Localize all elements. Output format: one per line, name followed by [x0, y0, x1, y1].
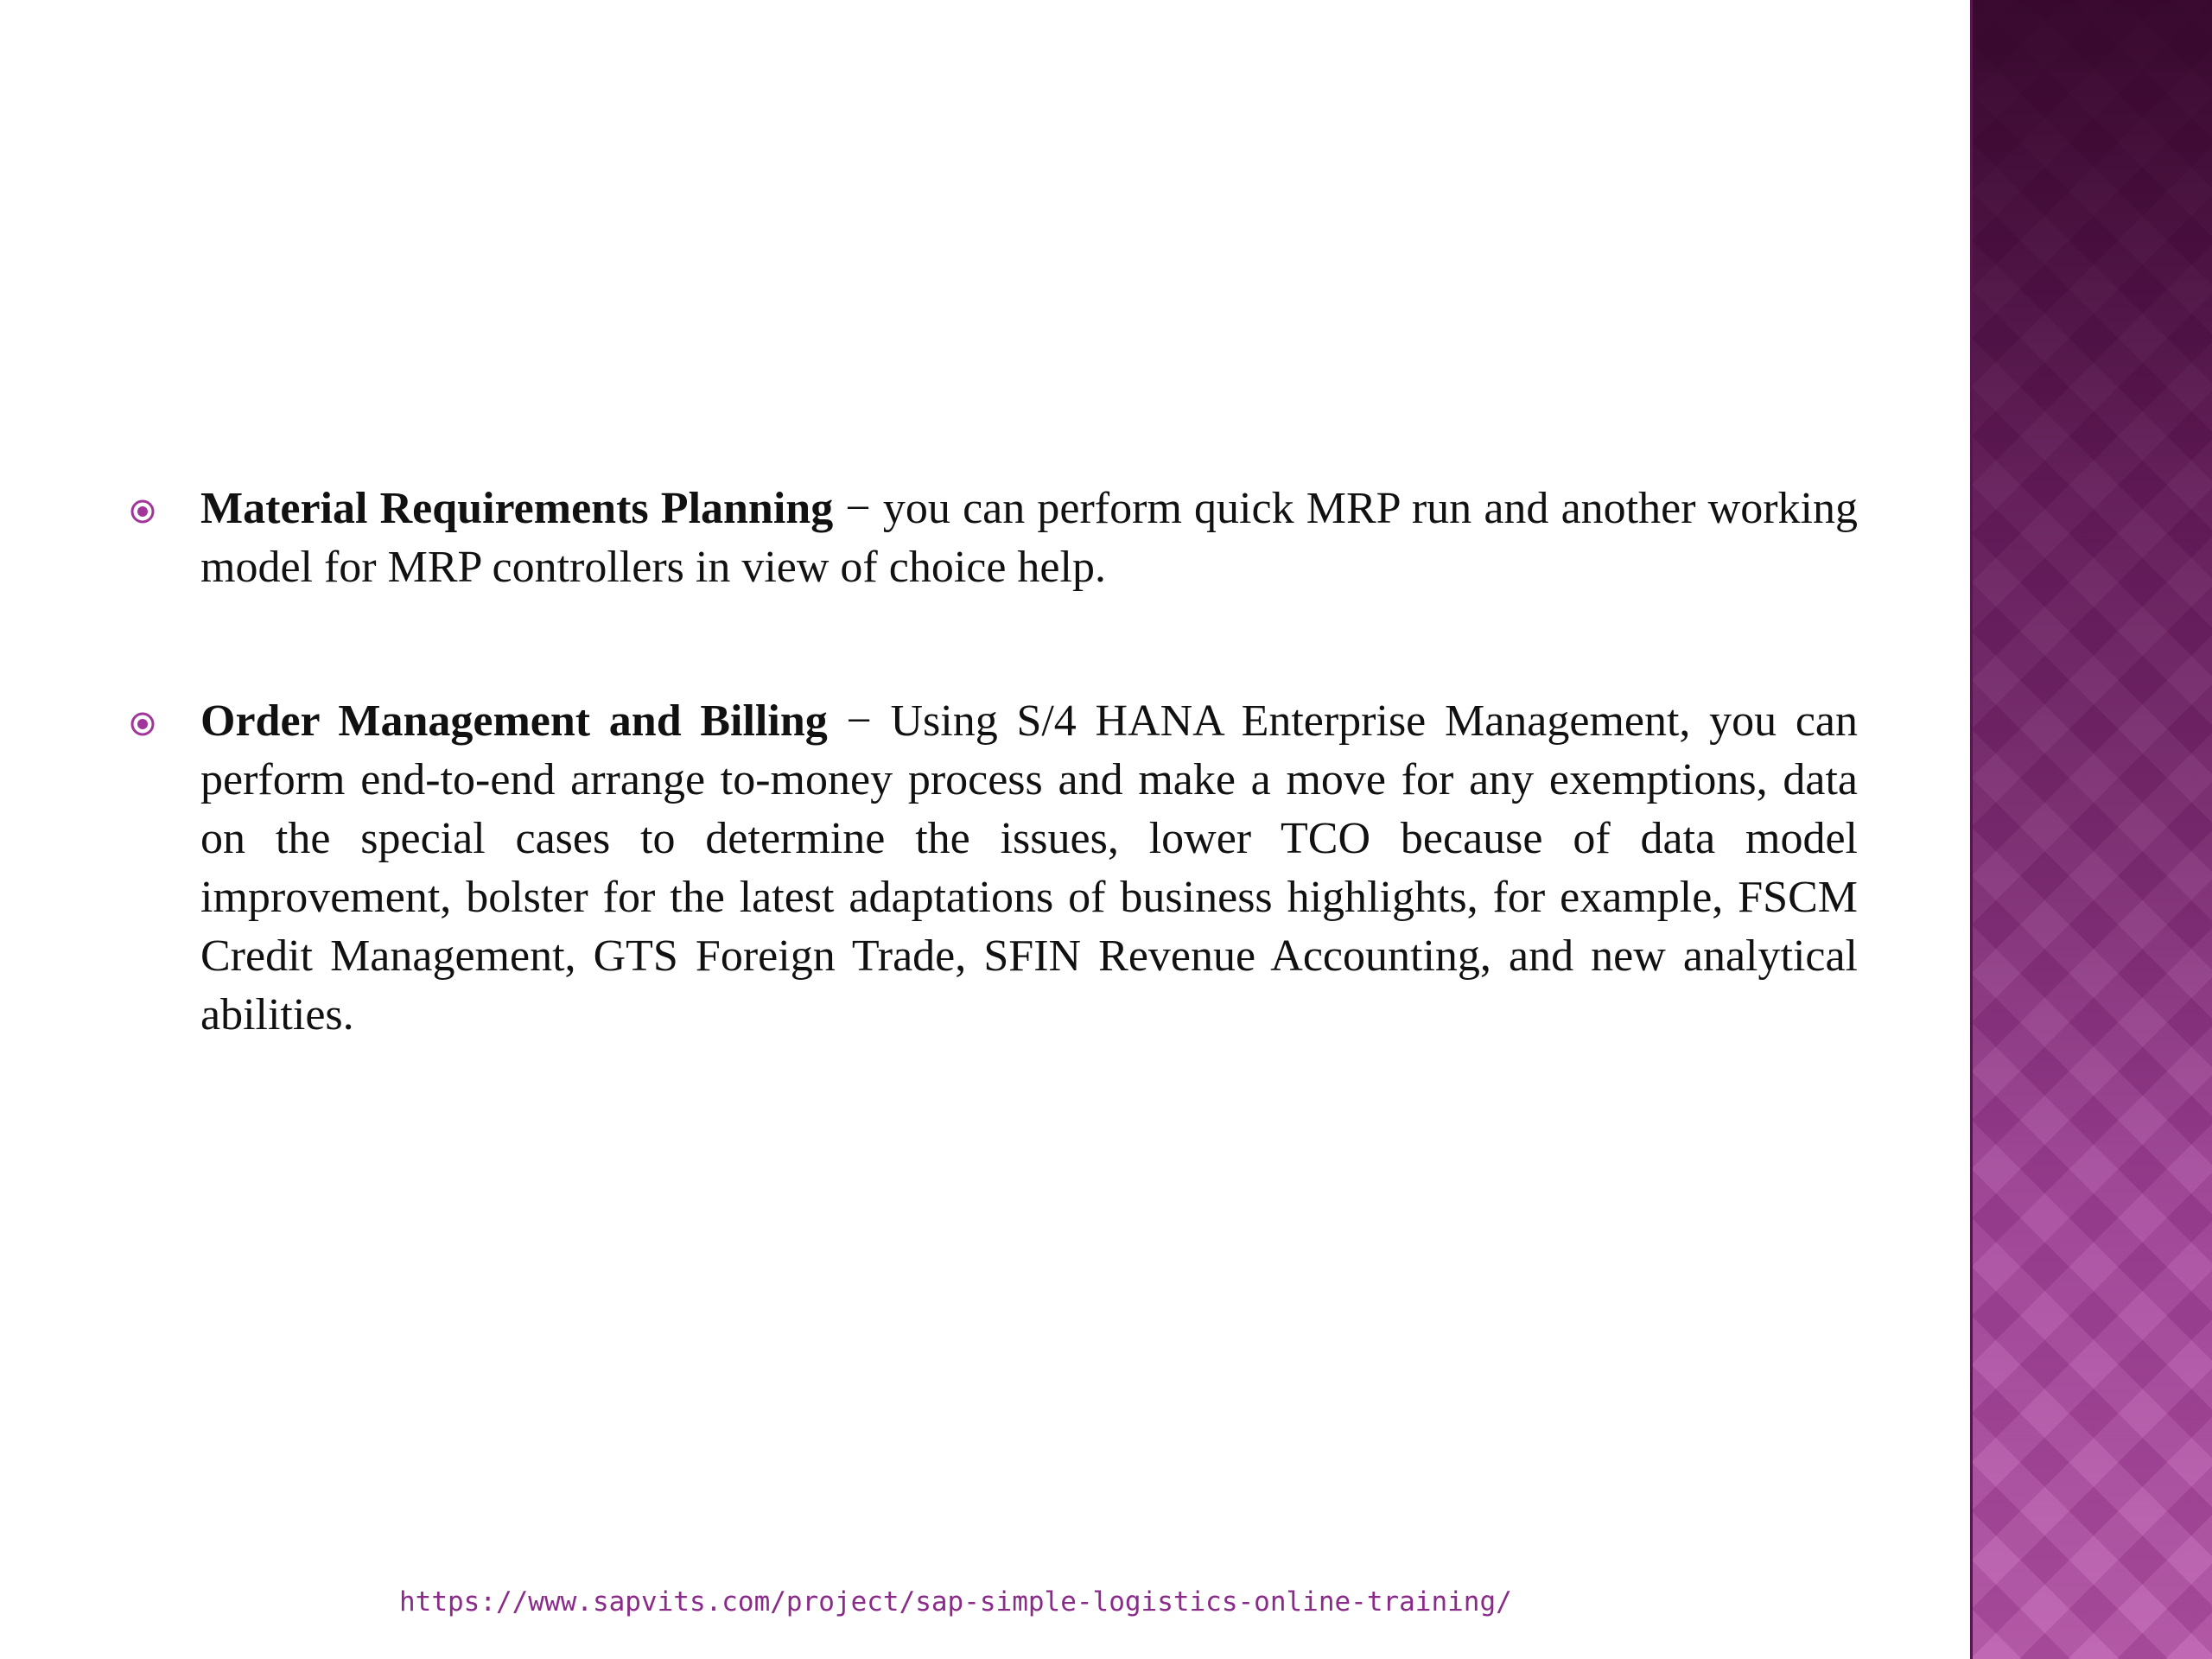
bullet-separator: −: [833, 484, 883, 533]
radio-circle-bullet-icon: [130, 711, 156, 737]
bullet-item-order-management: [130, 692, 1858, 1045]
bullet-text: [200, 480, 1858, 597]
bullet-description: Using S/4 HANA Enterprise Management, you can perform end-to-end arrange to-money process and make a move for any exemptions, data on the special cases to determine the issues, lower TCO because of data model improvement, bolster for the latest adaptations of business highlights, for example, FSCM Credit Management, GTS Foreign Trade, SFIN Revenue Accounting, and new analytical abilities.: [200, 696, 1858, 1039]
radio-circle-bullet-icon: [130, 499, 156, 524]
bullet-item-mrp: [130, 480, 1858, 597]
bullet-term: Material Requirements Planning: [200, 484, 834, 533]
decorative-side-band: [1970, 0, 2212, 1659]
bullet-term: Order Management and Billing: [200, 696, 828, 746]
bullet-separator: −: [827, 696, 891, 746]
footer-url-link[interactable]: https://www.sapvits.com/project/sap-simple-logistics-online-training/: [399, 1586, 1512, 1618]
bullet-list: [130, 480, 1858, 1140]
bullet-description: you can perform quick MRP run and another working model for MRP controllers in view of choice help.: [200, 484, 1858, 592]
bullet-text: [200, 692, 1858, 1045]
